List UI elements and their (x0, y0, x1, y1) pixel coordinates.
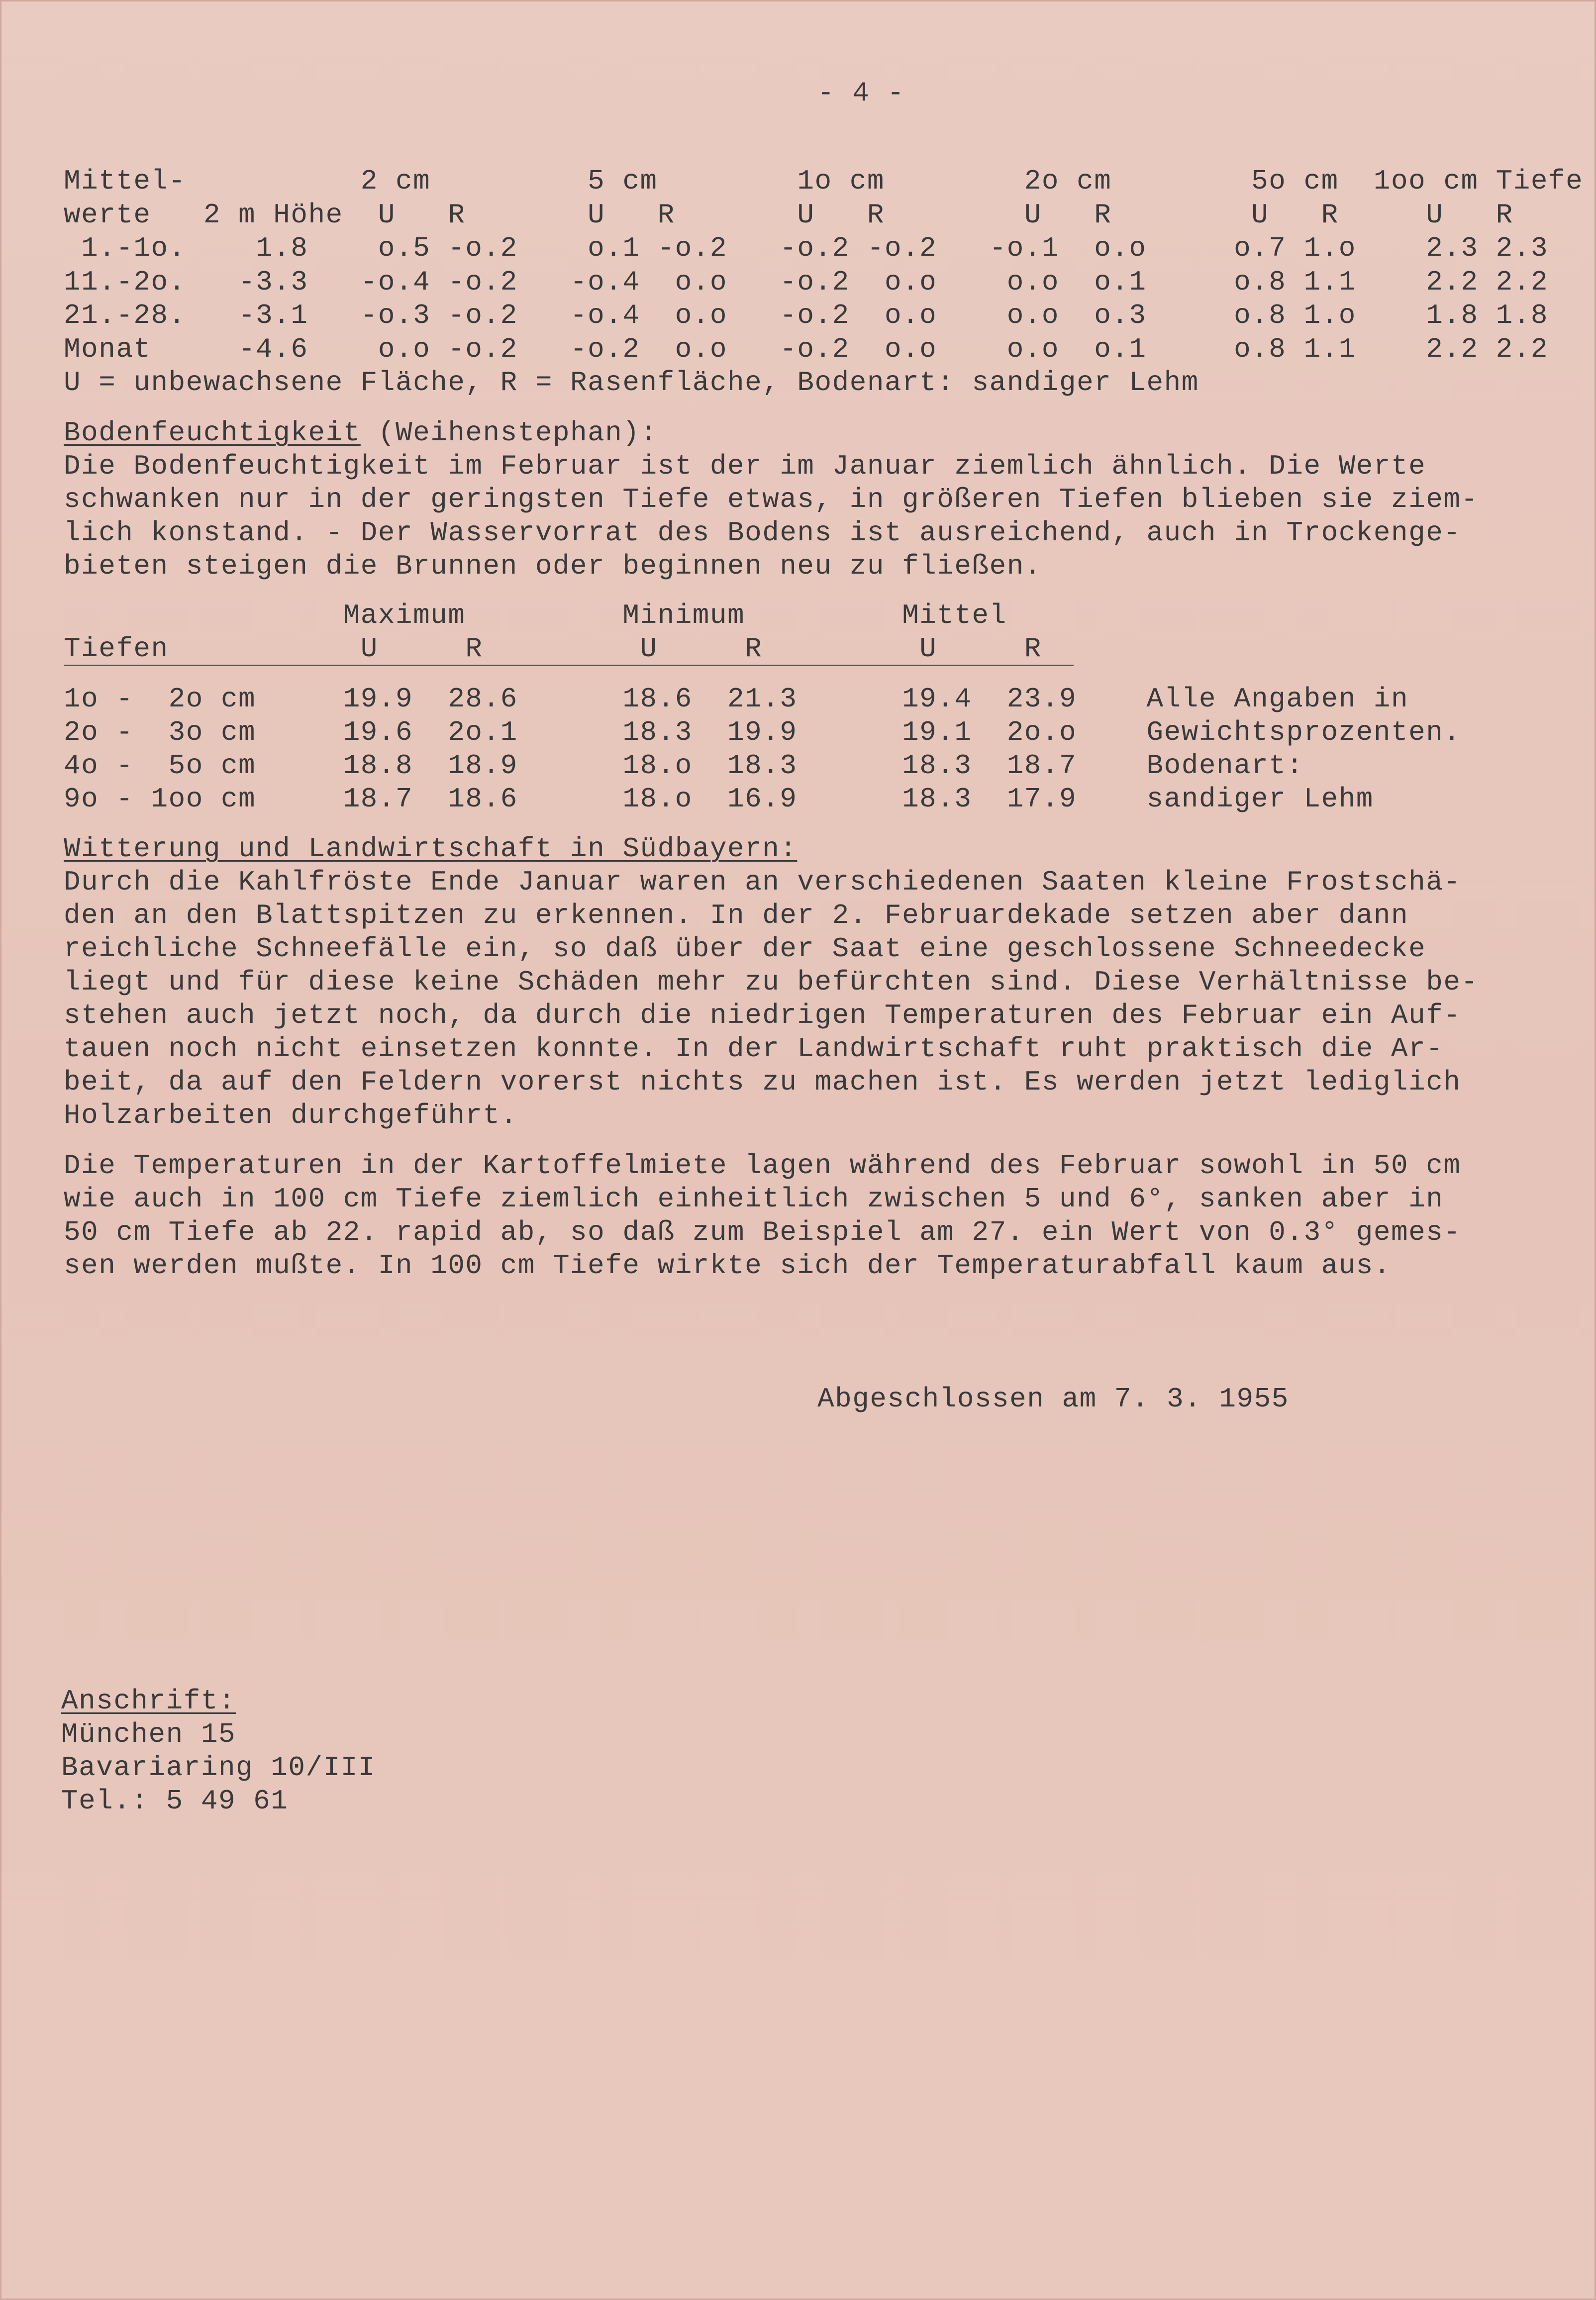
paragraph-line: wie auch in 100 cm Tiefe ziemlich einheitlich zwischen 5 und 6°, sanken aber in (64, 1183, 1444, 1215)
temp-table-header-1: Mittel- 2 cm 5 cm 1o cm 2o cm 5o cm 1oo cm Tiefe (64, 165, 1584, 197)
address-heading: Anschrift: (61, 1685, 236, 1717)
paragraph-line: lich konstand. - Der Wasservorrat des Bodens ist ausreichend, auch in Trockenge- (64, 517, 1461, 549)
moisture-table-row: 1o - 2o cm 19.9 28.6 18.6 21.3 19.4 23.9 Alle Angaben in (64, 683, 1409, 715)
address-line: Bavariaring 10/III (61, 1752, 376, 1784)
paragraph-line: bieten steigen die Brunnen oder beginnen neu zu fließen. (64, 550, 1042, 582)
moisture-table-header-2: Tiefen U R U R U R (64, 633, 1042, 665)
paragraph-line: schwanken nur in der geringsten Tiefe etwas, in größeren Tiefen blieben sie ziem- (64, 484, 1479, 515)
paragraph-line: 50 cm Tiefe ab 22. rapid ab, so daß zum Beispiel am 27. ein Wert von 0.3° gemes- (64, 1216, 1461, 1248)
temp-table-header-2: werte 2 m Höhe U R U R U R U R U R U R (64, 199, 1513, 231)
paragraph-line: stehen auch jetzt noch, da durch die niedrigen Temperaturen des Februar ein Auf- (64, 1000, 1461, 1031)
moisture-table-row: 4o - 5o cm 18.8 18.9 18.o 18.3 18.3 18.7 Bodenart: (64, 750, 1304, 782)
address-line: München 15 (61, 1718, 236, 1750)
moisture-table-row: 2o - 3o cm 19.6 2o.1 18.3 19.9 19.1 2o.o Gewichtsprozenten. (64, 716, 1461, 748)
temp-table-row: Monat -4.6 o.o -o.2 -o.2 o.o -o.2 o.o o.o o.1 o.8 1.1 2.2 2.2 (64, 333, 1548, 365)
page-number: - 4 - (817, 77, 905, 109)
bodenfeuchtigkeit-heading-line (64, 416, 658, 450)
moisture-table-row: 9o - 1oo cm 18.7 18.6 18.o 16.9 18.3 17.9 sandiger Lehm (64, 783, 1374, 815)
paragraph-line: sen werden mußte. In 100 cm Tiefe wirkte sich der Temperaturabfall kaum aus. (64, 1250, 1392, 1282)
temp-table-row: 11.-2o. -3.3 -o.4 -o.2 -o.4 o.o -o.2 o.o o.o o.1 o.8 1.1 2.2 2.2 (64, 266, 1548, 298)
closing-date: Abgeschlossen am 7. 3. 1955 (817, 1383, 1289, 1415)
paragraph-line: Die Bodenfeuchtigkeit im Februar ist der im Januar ziemlich ähnlich. Die Werte (64, 450, 1426, 482)
paragraph-line: Holzarbeiten durchgeführt. (64, 1100, 518, 1131)
address-line: Tel.: 5 49 61 (61, 1785, 289, 1817)
paragraph-line: reichliche Schneefälle ein, so daß über der Saat eine geschlossene Schneedecke (64, 933, 1426, 965)
temp-table-row: 21.-28. -3.1 -o.3 -o.2 -o.4 o.o -o.2 o.o o.o o.3 o.8 1.o 1.8 1.8 (64, 300, 1548, 331)
moisture-table-header-1: Maximum Minimum Mittel (64, 600, 1007, 631)
paragraph-line: Durch die Kahlfröste Ende Januar waren an verschiedenen Saaten kleine Frostschä- (64, 866, 1461, 898)
paragraph-line: liegt und für diese keine Schäden mehr zu befürchten sind. Diese Verhältnisse be- (64, 966, 1479, 998)
section-heading: Witterung und Landwirtschaft in Südbayern: (64, 833, 798, 865)
table-rule (64, 665, 1074, 666)
paragraph-line: Die Temperaturen in der Kartoffelmiete lagen während des Februar sowohl in 50 cm (64, 1150, 1461, 1182)
section-heading-suffix: (Weihenstephan): (360, 417, 658, 449)
temp-table-row: 1.-1o. 1.8 o.5 -o.2 o.1 -o.2 -o.2 -o.2 -o.1 o.o o.7 1.o 2.3 2.3 (64, 232, 1548, 264)
paragraph-line: tauen noch nicht einsetzen konnte. In der Landwirtschaft ruht praktisch die Ar- (64, 1033, 1444, 1065)
temp-table-legend: U = unbewachsene Fläche, R = Rasenfläche, Bodenart: sandiger Lehm (64, 367, 1199, 399)
section-heading: Bodenfeuchtigkeit (64, 417, 361, 449)
paragraph-line: den an den Blattspitzen zu erkennen. In der 2. Februardekade setzen aber dann (64, 900, 1409, 931)
paragraph-line: beit, da auf den Feldern vorerst nichts zu machen ist. Es werden jetzt lediglich (64, 1066, 1461, 1098)
